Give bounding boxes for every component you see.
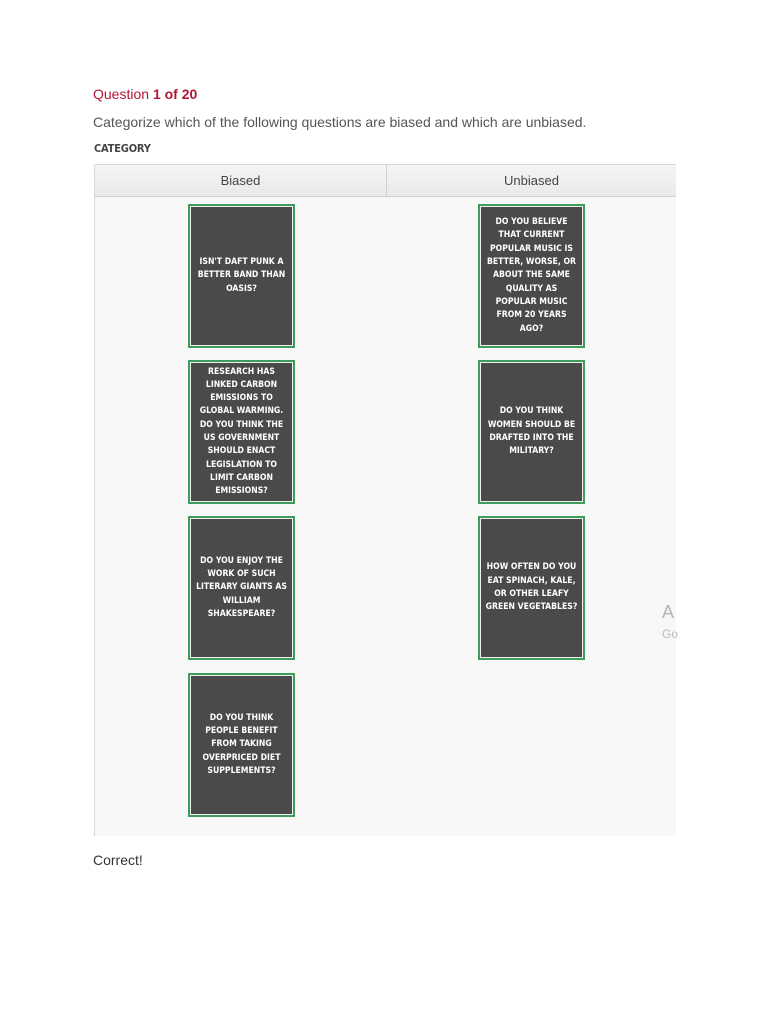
question-number: 1 of 20 xyxy=(152,86,198,102)
column-header-biased: Biased xyxy=(95,165,387,197)
drag-card-biased-1[interactable]: ISN'T DAFT PUNK A BETTER BAND THAN OASIS? xyxy=(188,204,295,348)
drag-card-biased-2[interactable]: RESEARCH HAS LINKED CARBON EMISSIONS TO GLOBAL WARMING. DO YOU THINK THE US GOVERNMENT SHOULD ENACT LEGISLATION TO LIMIT CARBON EMISSIONS? xyxy=(188,360,295,504)
drag-card-biased-4[interactable]: DO YOU THINK PEOPLE BENEFIT FROM TAKING OVERPRICED DIET SUPPLEMENTS? xyxy=(188,673,295,817)
question-header xyxy=(93,86,197,102)
question-instructions: Categorize which of the following questions are biased and which are unbiased. xyxy=(93,114,587,130)
categorization-board xyxy=(94,164,679,836)
drag-card-unbiased-1[interactable]: DO YOU BELIEVE THAT CURRENT POPULAR MUSIC IS BETTER, WORSE, OR ABOUT THE SAME QUALITY AS POPULAR MUSIC FROM 20 YEARS AGO? xyxy=(478,204,585,348)
drag-card-unbiased-3[interactable]: HOW OFTEN DO YOU EAT SPINACH, KALE, OR OTHER LEAFY GREEN VEGETABLES? xyxy=(478,516,585,660)
drag-card-biased-3[interactable]: DO YOU ENJOY THE WORK OF SUCH LITERARY GIANTS AS WILLIAM SHAKESPEARE? xyxy=(188,516,295,660)
clipped-side-text: A xyxy=(662,602,675,622)
question-prefix: Question xyxy=(93,86,150,102)
result-message: Correct! xyxy=(93,852,143,868)
category-label: CATEGORY xyxy=(94,142,151,155)
column-header-unbiased: Unbiased xyxy=(387,165,676,197)
drag-card-unbiased-2[interactable]: DO YOU THINK WOMEN SHOULD BE DRAFTED INTO THE MILITARY? xyxy=(478,360,585,504)
clipped-side-subtext: Go xyxy=(662,627,679,641)
